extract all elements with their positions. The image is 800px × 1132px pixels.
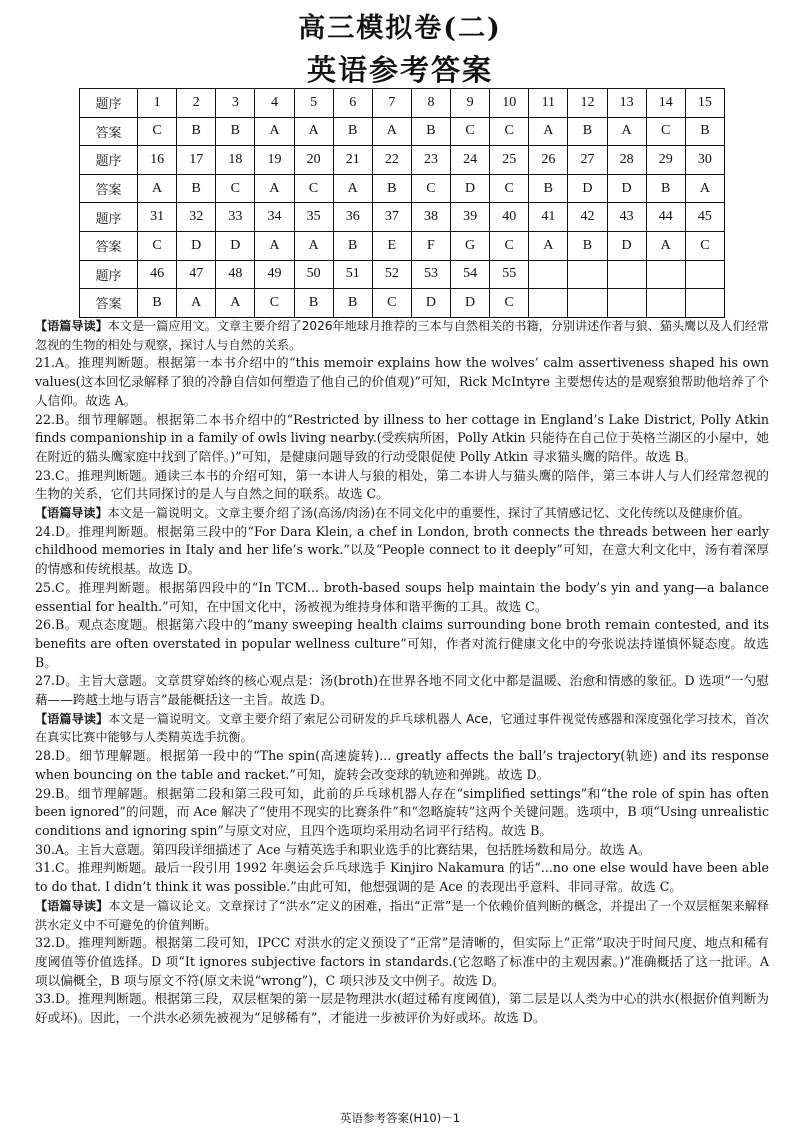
passage-guide-text: 本文是一篇说明文。文章主要介绍了索尼公司研发的乒乓球机器人 Ace，它通过事件视觉传感器和深度强化学习技术，首次在真实比赛中能够与人类精英选手抗衡。 bbox=[35, 711, 769, 745]
question-number-cell: 8 bbox=[411, 89, 450, 118]
answer-row bbox=[80, 231, 725, 260]
answer-cell: B bbox=[333, 289, 372, 318]
answer-cell: C bbox=[372, 289, 411, 318]
passage-guide bbox=[35, 504, 769, 523]
question-number-cell bbox=[646, 260, 685, 289]
answer-cell bbox=[607, 289, 646, 318]
question-number-cell: 38 bbox=[411, 203, 450, 232]
answer-cell: A bbox=[607, 117, 646, 146]
question-number-cell: 55 bbox=[490, 260, 529, 289]
answer-cell: C bbox=[490, 174, 529, 203]
answer-cell: A bbox=[685, 174, 724, 203]
passage-guide-text: 本文是一篇议论文。文章探讨了“洪水”定义的困难，指出“正常”是一个依赖价值判断的概念，并提出了一个双层框架来解释洪水定义中不可避免的价值判断。 bbox=[35, 898, 769, 932]
answer-row-label: 答案 bbox=[80, 174, 138, 203]
answer-explanation: 31.C。推理判断题。最后一段引用 1992 年奥运会乒乓球选手 Kinjiro Nakamura 的话“...no one else would have been able to do that. I didn’t think it was possible.”由此可知，他想强调的是 Ace 的表现出乎意料、非同寻常。故选 C。 bbox=[35, 860, 769, 895]
question-number-cell: 41 bbox=[529, 203, 568, 232]
answer-cell: C bbox=[490, 231, 529, 260]
answer-cell: A bbox=[255, 117, 294, 146]
answer-explanation: 23.C。推理判断题。通读三本书的介绍可知，第一本讲人与狼的相处，第二本讲人与猫头鹰的陪伴，第三本讲人与人们经常忽视的生物的关系，它们共同探讨的是人与自然之间的联系。故选 C。 bbox=[35, 467, 769, 502]
question-number-cell: 2 bbox=[177, 89, 216, 118]
answer-explanation: 22.B。细节理解题。根据第二本书介绍中的“Restricted by illness to her cottage in England’s Lake District, Polly Atkin finds companionship in a family of owls living nearby.(受疾病所困，Polly Atkin 只能待在自己位于英格兰湖区的小屋中，她在附近的猫头鹰家庭中找到了陪伴。)”可知，是健康问题导致的行动受限促使 Polly Atkin 寻求猫头鹰的陪伴。故选 B。 bbox=[35, 411, 769, 464]
answer-table bbox=[79, 88, 725, 318]
answer-cell bbox=[529, 289, 568, 318]
answer-explanation: 24.D。推理判断题。根据第三段中的“For Dara Klein, a chef in London, broth connects the threads between her early childhood memories in Italy and her life’s work.”以及“People connect to it deeply”可知，在意大利文化中，汤有着深厚的情感和传统根基。故选 D。 bbox=[35, 523, 769, 577]
answer-key-title: 英语参考答案 bbox=[306, 53, 493, 87]
answer-cell: D bbox=[451, 174, 490, 203]
answer-cell: B bbox=[568, 231, 607, 260]
question-number-cell: 5 bbox=[294, 89, 333, 118]
question-number-cell: 49 bbox=[255, 260, 294, 289]
answer-cell: C bbox=[411, 174, 450, 203]
question-number-cell: 52 bbox=[372, 260, 411, 289]
answer-row bbox=[80, 289, 725, 318]
answer-cell: C bbox=[138, 231, 177, 260]
answer-cell: B bbox=[685, 117, 724, 146]
answer-explanation: 33.D。推理判断题。根据第三段，双层框架的第一层是物理洪水(超过稀有度阈值)，第二层是以人类为中心的洪水(根据价值判断为好或坏)。因此，一个洪水必须先被视为“足够稀有”，才能进一步被评价为好或坏。故选 D。 bbox=[35, 991, 769, 1026]
exam-title: 高三模拟卷(二) bbox=[298, 13, 502, 44]
question-number-cell: 13 bbox=[607, 89, 646, 118]
question-number-cell: 30 bbox=[685, 146, 724, 175]
question-number-cell: 24 bbox=[451, 146, 490, 175]
question-number-cell: 18 bbox=[216, 146, 255, 175]
answer-cell: B bbox=[411, 117, 450, 146]
question-number-row bbox=[80, 203, 725, 232]
answer-cell: B bbox=[333, 117, 372, 146]
question-number-cell: 21 bbox=[333, 146, 372, 175]
answer-cell: A bbox=[372, 117, 411, 146]
answer-explanation: 26.B。观点态度题。根据第六段中的“many sweeping health claims surrounding bone broth remain contested, and its benefits are often overstated in popular wellness culture”可知，作者对流行健康文化中的夸张说法持谨慎怀疑态度。故选 B。 bbox=[35, 617, 769, 670]
question-number-cell: 15 bbox=[685, 89, 724, 118]
answer-cell: C bbox=[490, 289, 529, 318]
question-number-cell: 3 bbox=[216, 89, 255, 118]
question-number-cell: 37 bbox=[372, 203, 411, 232]
answer-explanation: 32.D。推理判断题。根据第二段可知，IPCC 对洪水的定义预设了“正常”是清晰的，但实际上“正常”取决于时间尺度、地点和稀有度阈值等价值选择。D 项“It ignores subjective factors in standards.(它忽略了标准中的主观因素。)”准确概括了这一批评。A 项以偏概全，B 项与原文不符(原文未说“wrong”)，C 项只涉及文中例子。故选 D。 bbox=[35, 935, 769, 988]
question-row-label: 题序 bbox=[80, 260, 138, 289]
passage-guide bbox=[35, 317, 769, 354]
answer-cell bbox=[646, 289, 685, 318]
answer-cell: D bbox=[411, 289, 450, 318]
question-number-cell: 54 bbox=[451, 260, 490, 289]
question-number-cell: 36 bbox=[333, 203, 372, 232]
question-number-cell: 31 bbox=[138, 203, 177, 232]
answer-cell bbox=[685, 289, 724, 318]
question-number-cell: 28 bbox=[607, 146, 646, 175]
answer-cell: D bbox=[177, 231, 216, 260]
answer-cell: B bbox=[333, 231, 372, 260]
question-number-cell: 14 bbox=[646, 89, 685, 118]
question-number-cell: 43 bbox=[607, 203, 646, 232]
answer-explanation: 30.A。主旨大意题。第四段详细描述了 Ace 与精英选手和职业选手的比赛结果，包括胜场数和局分。故选 A。 bbox=[35, 841, 651, 857]
answer-cell: B bbox=[138, 289, 177, 318]
question-number-cell: 48 bbox=[216, 260, 255, 289]
passage-guide-tag: 【语篇导读】 bbox=[35, 506, 108, 521]
question-number-cell bbox=[568, 260, 607, 289]
answer-explanation: 29.B。细节理解题。根据第二段和第三段可知，此前的乒乓球机器人存在“simplified settings”和“the role of spin has often been ignored”的问题，而 Ace 解决了“使用不现实的比赛条件”和“忽略旋转”这两个关键问题。选项中，B 项“Using unrealistic conditions and ignoring spin”与原文对应，且四个选项均采用动名词平行结构。故选 B。 bbox=[35, 785, 769, 838]
answer-cell: A bbox=[646, 231, 685, 260]
page-footer: 英语参考答案(H10)－1 bbox=[339, 1111, 461, 1125]
question-number-cell: 42 bbox=[568, 203, 607, 232]
passage-guide-tag: 【语篇导读】 bbox=[35, 711, 109, 726]
question-number-cell: 12 bbox=[568, 89, 607, 118]
question-number-cell bbox=[607, 260, 646, 289]
passage-guide bbox=[35, 897, 769, 934]
question-row-label: 题序 bbox=[80, 146, 138, 175]
question-number-cell: 17 bbox=[177, 146, 216, 175]
question-number-cell: 35 bbox=[294, 203, 333, 232]
passage-guide-text: 本文是一篇应用文。文章主要介绍了2026年地球月推荐的三本与自然相关的书籍，分别讲述作者与狼、猫头鹰以及人们经常忽视的生物的相处与观察，探讨人与自然的关系。 bbox=[35, 319, 769, 352]
question-number-cell: 20 bbox=[294, 146, 333, 175]
question-number-cell: 33 bbox=[216, 203, 255, 232]
question-number-cell: 11 bbox=[529, 89, 568, 118]
answer-cell: D bbox=[607, 231, 646, 260]
question-number-cell: 50 bbox=[294, 260, 333, 289]
answer-cell: A bbox=[529, 117, 568, 146]
answer-cell: A bbox=[255, 174, 294, 203]
passage-guide-text: 本文是一篇说明文。文章主要介绍了汤(高汤/肉汤)在不同文化中的重要性，探讨了其情感记忆、文化传统以及健康价值。 bbox=[107, 506, 750, 521]
answer-explanation: 28.D。细节理解题。根据第一段中的“The spin(高速旋转)... greatly affects the ball’s trajectory(轨迹) and its response when bouncing on the table and racket.”可知，旋转会改变球的轨迹和弹跳。故选 D。 bbox=[35, 748, 769, 782]
answer-cell: B bbox=[177, 117, 216, 146]
question-number-cell: 44 bbox=[646, 203, 685, 232]
answer-row-label: 答案 bbox=[80, 117, 138, 146]
answer-cell: B bbox=[568, 117, 607, 146]
question-number-row bbox=[80, 146, 725, 175]
question-number-cell: 39 bbox=[451, 203, 490, 232]
answer-row-label: 答案 bbox=[80, 289, 138, 318]
answer-cell: B bbox=[529, 174, 568, 203]
question-number-cell: 40 bbox=[490, 203, 529, 232]
question-number-cell: 10 bbox=[490, 89, 529, 118]
answer-cell: D bbox=[568, 174, 607, 203]
question-row-label: 题序 bbox=[80, 89, 138, 118]
question-number-cell: 6 bbox=[333, 89, 372, 118]
answer-cell: C bbox=[255, 289, 294, 318]
question-number-cell: 34 bbox=[255, 203, 294, 232]
question-number-cell: 4 bbox=[255, 89, 294, 118]
answer-cell: A bbox=[255, 231, 294, 260]
question-number-cell bbox=[685, 260, 724, 289]
passage-guide-tag: 【语篇导读】 bbox=[35, 319, 108, 333]
answer-cell: B bbox=[216, 117, 255, 146]
question-number-cell: 7 bbox=[372, 89, 411, 118]
question-number-cell: 25 bbox=[490, 146, 529, 175]
passage-guide bbox=[35, 710, 769, 747]
answer-cell: C bbox=[294, 174, 333, 203]
question-number-cell: 9 bbox=[451, 89, 490, 118]
question-number-cell: 32 bbox=[177, 203, 216, 232]
answer-cell: B bbox=[294, 289, 333, 318]
answer-cell: C bbox=[685, 231, 724, 260]
answer-explanation: 21.A。推理判断题。根据第一本书介绍中的“this memoir explains how the wolves’ calm assertiveness shaped his own values(这本回忆录解释了狼的冷静自信如何塑造了他自己的价值观)”可知，Rick McIntyre 主要想传达的是观察狼帮助他培养了个人信仰。故选 A。 bbox=[35, 355, 769, 408]
question-number-cell: 19 bbox=[255, 146, 294, 175]
question-number-cell: 51 bbox=[333, 260, 372, 289]
answer-cell: A bbox=[177, 289, 216, 318]
answer-cell: F bbox=[411, 231, 450, 260]
question-number-cell: 16 bbox=[138, 146, 177, 175]
answer-cell: B bbox=[372, 174, 411, 203]
answer-cell: E bbox=[372, 231, 411, 260]
answer-cell: C bbox=[490, 117, 529, 146]
answer-cell: C bbox=[646, 117, 685, 146]
answer-cell: D bbox=[216, 231, 255, 260]
question-number-cell: 53 bbox=[411, 260, 450, 289]
answer-cell: C bbox=[451, 117, 490, 146]
question-number-cell: 27 bbox=[568, 146, 607, 175]
answer-cell: A bbox=[333, 174, 372, 203]
question-row-label: 题序 bbox=[80, 203, 138, 232]
question-number-cell: 47 bbox=[177, 260, 216, 289]
passage-guide-tag: 【语篇导读】 bbox=[35, 898, 109, 913]
answer-cell: D bbox=[451, 289, 490, 318]
question-number-cell: 29 bbox=[646, 146, 685, 175]
question-number-row bbox=[80, 260, 725, 289]
question-number-cell: 23 bbox=[411, 146, 450, 175]
question-number-cell bbox=[529, 260, 568, 289]
question-number-cell: 1 bbox=[138, 89, 177, 118]
answer-cell bbox=[568, 289, 607, 318]
answer-row bbox=[80, 117, 725, 146]
question-number-cell: 22 bbox=[372, 146, 411, 175]
answer-cell: G bbox=[451, 231, 490, 260]
answer-row bbox=[80, 174, 725, 203]
answer-cell: A bbox=[529, 231, 568, 260]
answer-cell: D bbox=[607, 174, 646, 203]
question-number-cell: 45 bbox=[685, 203, 724, 232]
answer-explanation: 27.D。主旨大意题。文章贯穿始终的核心观点是：汤(broth)在世界各地不同文化中都是温暖、治愈和情感的象征。D 选项“一勺慰藉——跨越土地与语言”最能概括这一主旨。故选 D。 bbox=[35, 673, 769, 708]
answer-explanation: 25.C。推理判断题。根据第四段中的“In TCM... broth-based soups help maintain the body’s yin and yang—a balance essential for health.”可知，在中国文化中，汤被视为维持身体和谐平衡的工具。故选 C。 bbox=[35, 579, 769, 614]
answer-cell: B bbox=[646, 174, 685, 203]
answer-cell: C bbox=[138, 117, 177, 146]
answer-row-label: 答案 bbox=[80, 231, 138, 260]
answer-cell: C bbox=[216, 174, 255, 203]
question-number-row bbox=[80, 89, 725, 118]
answer-cell: A bbox=[294, 117, 333, 146]
answer-cell: A bbox=[216, 289, 255, 318]
answer-cell: A bbox=[138, 174, 177, 203]
answer-cell: B bbox=[177, 174, 216, 203]
question-number-cell: 46 bbox=[138, 260, 177, 289]
explanations bbox=[35, 317, 769, 1028]
answer-cell: A bbox=[294, 231, 333, 260]
question-number-cell: 26 bbox=[529, 146, 568, 175]
